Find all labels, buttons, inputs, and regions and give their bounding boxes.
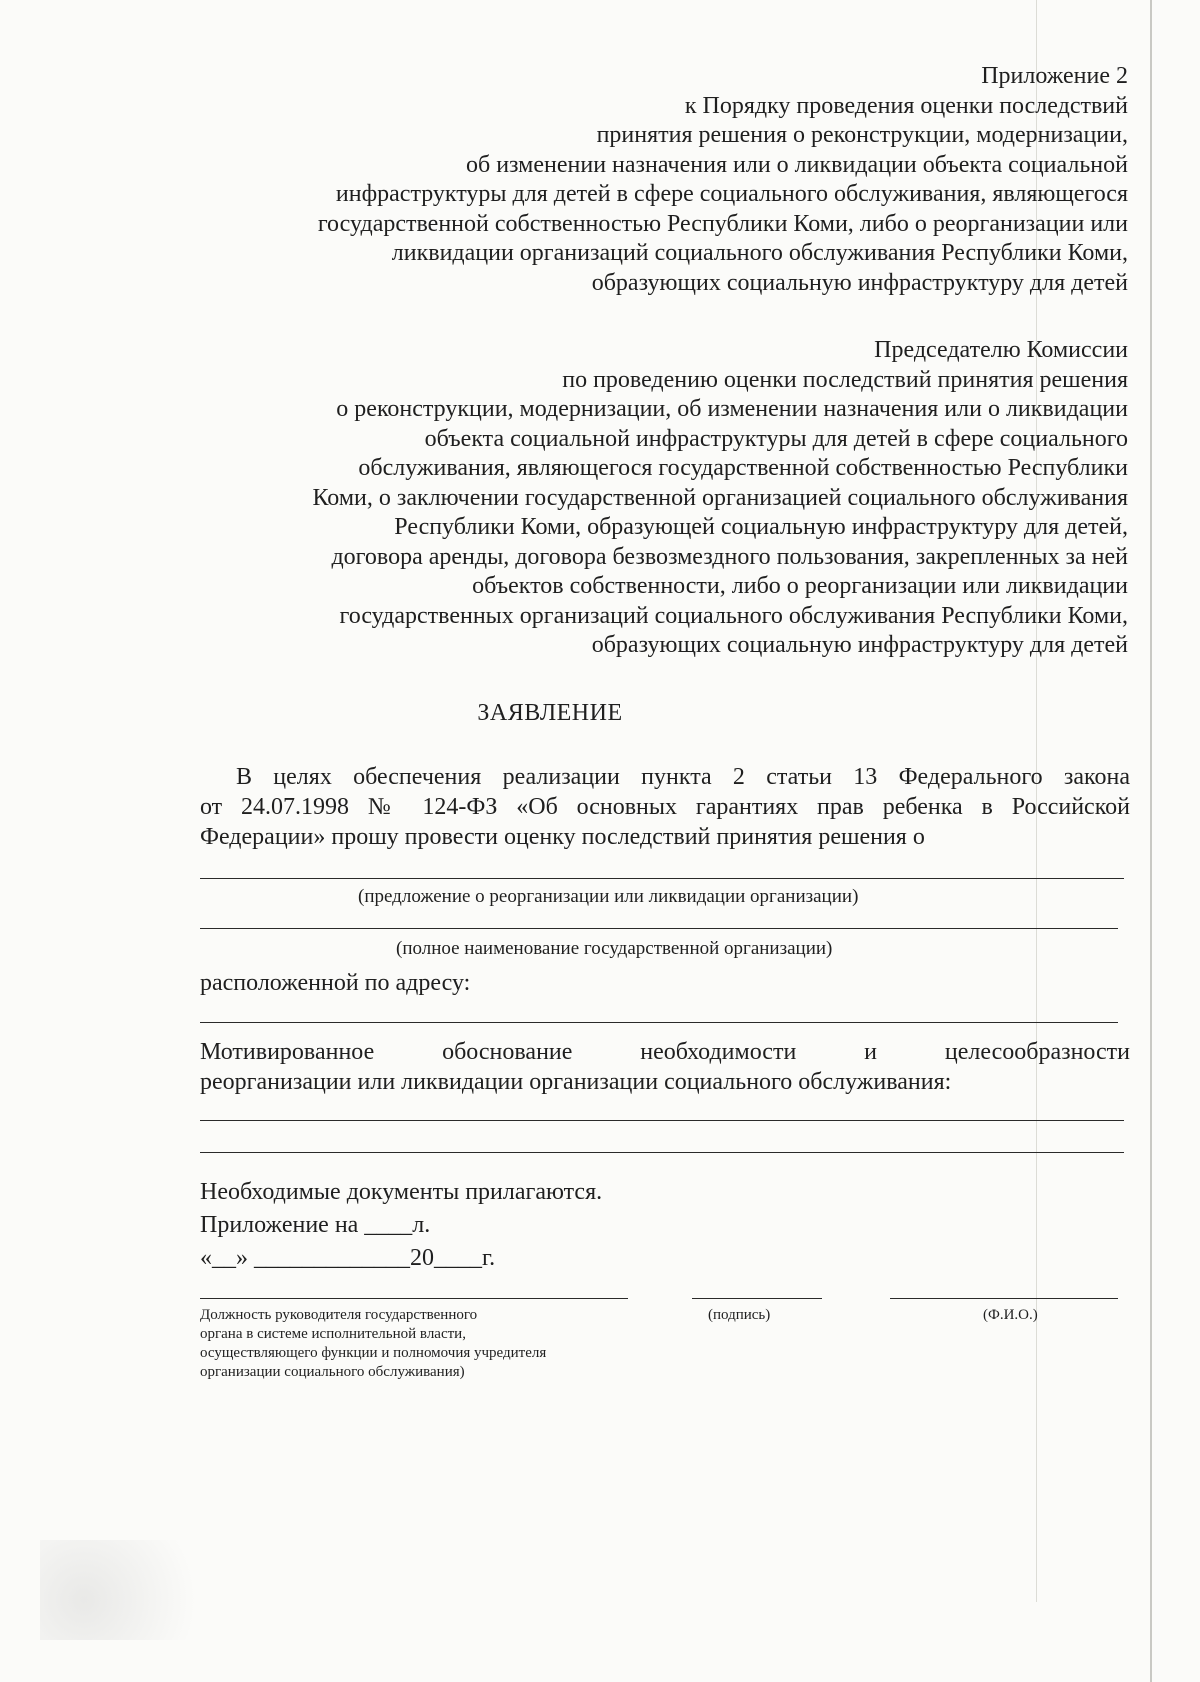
motivation-field-line-2[interactable] bbox=[200, 1152, 1124, 1153]
org-name-hint: (полное наименование государственной организации) bbox=[396, 938, 833, 959]
addressee-line: Коми, о заключении государственной организацией социального обслуживания bbox=[312, 484, 1128, 511]
intro-line: Федерации» прошу провести оценку последствий принятия решения о bbox=[200, 824, 925, 850]
intro-line: от 24.07.1998 № 124-ФЗ «Об основных гарантиях прав ребенка в Российской bbox=[200, 794, 1130, 820]
position-caption-line: органа в системе исполнительной власти, bbox=[200, 1326, 466, 1342]
signature-line[interactable] bbox=[692, 1298, 822, 1299]
address-label: расположенной по адресу: bbox=[200, 970, 471, 996]
org-name-field-line[interactable] bbox=[200, 928, 1118, 929]
scan-noise bbox=[40, 1540, 260, 1640]
full-name-caption: (Ф.И.О.) bbox=[983, 1307, 1038, 1323]
appendix-line: образующих социальную инфраструктуру для детей bbox=[591, 269, 1128, 296]
motivation-field-line-1[interactable] bbox=[200, 1120, 1124, 1121]
appendix-line: государственной собственностью Республики Коми, либо о реорганизации или bbox=[317, 210, 1128, 237]
addressee-line: образующих социальную инфраструктуру для детей bbox=[591, 632, 1128, 658]
appendix-line: к Порядку проведения оценки последствий bbox=[684, 92, 1128, 119]
proposal-field-line[interactable] bbox=[200, 878, 1124, 879]
position-caption-line: Должность руководителя государственного bbox=[200, 1307, 478, 1323]
appendix-line: инфраструктуры для детей в сфере социального обслуживания, являющегося bbox=[335, 181, 1128, 207]
document-title: ЗАЯВЛЕНИЕ bbox=[477, 700, 623, 726]
full-name-line[interactable] bbox=[890, 1298, 1118, 1299]
signature-caption: (подпись) bbox=[708, 1307, 771, 1323]
scan-edge bbox=[1150, 0, 1152, 1682]
attachment-pages-field: Приложение на ____л. bbox=[200, 1212, 431, 1238]
addressee-line: Республики Коми, образующей социальную инфраструктуру для детей, bbox=[394, 514, 1128, 540]
address-field-line[interactable] bbox=[200, 1022, 1118, 1023]
addressee-line: объекта социальной инфраструктуры для детей в сфере социального bbox=[424, 425, 1128, 452]
position-caption-line: осуществляющего функции и полномочия учредителя bbox=[200, 1345, 547, 1361]
date-field: «__» _____________20____г. bbox=[200, 1245, 496, 1271]
appendix-line: Приложение 2 bbox=[981, 63, 1128, 89]
addressee-line: о реконструкции, модернизации, об изменении назначения или о ликвидации bbox=[336, 396, 1128, 422]
addressee-line: Председателю Комиссии bbox=[874, 337, 1128, 363]
intro-paragraph bbox=[200, 762, 1130, 852]
addressee-line: договора аренды, договора безвозмездного пользования, закрепленных за ней bbox=[331, 543, 1128, 570]
addressee-line: объектов собственности, либо о реорганизации или ликвидации bbox=[472, 573, 1128, 599]
documents-attached-text: Необходимые документы прилагаются. bbox=[200, 1179, 603, 1205]
motivation-paragraph bbox=[200, 1037, 1130, 1097]
motivation-line: Мотивированное обоснование необходимости и целесообразности bbox=[200, 1039, 1130, 1065]
position-caption bbox=[200, 1306, 546, 1382]
addressee-line: государственных организаций социального обслуживания Республики Коми, bbox=[339, 602, 1128, 629]
motivation-line: реорганизации или ликвидации организации социального обслуживания: bbox=[200, 1069, 952, 1095]
position-signature-line[interactable] bbox=[200, 1298, 628, 1299]
proposal-hint: (предложение о реорганизации или ликвидации организации) bbox=[358, 886, 859, 907]
appendix-line: принятия решения о реконструкции, модернизации, bbox=[596, 122, 1128, 148]
appendix-header bbox=[318, 62, 1128, 298]
addressee-line: по проведению оценки последствий принятия решения bbox=[562, 366, 1128, 393]
addressee-line: обслуживания, являющегося государственной собственностью Республики bbox=[358, 455, 1128, 481]
appendix-line: об изменении назначения или о ликвидации объекта социальной bbox=[465, 151, 1128, 178]
intro-line: В целях обеспечения реализации пункта 2 статьи 13 Федерального закона bbox=[236, 764, 1130, 790]
position-caption-line: организации социального обслуживания) bbox=[200, 1364, 465, 1380]
appendix-line: ликвидации организаций социального обслуживания Республики Коми, bbox=[391, 240, 1128, 266]
addressee-block bbox=[312, 336, 1128, 661]
